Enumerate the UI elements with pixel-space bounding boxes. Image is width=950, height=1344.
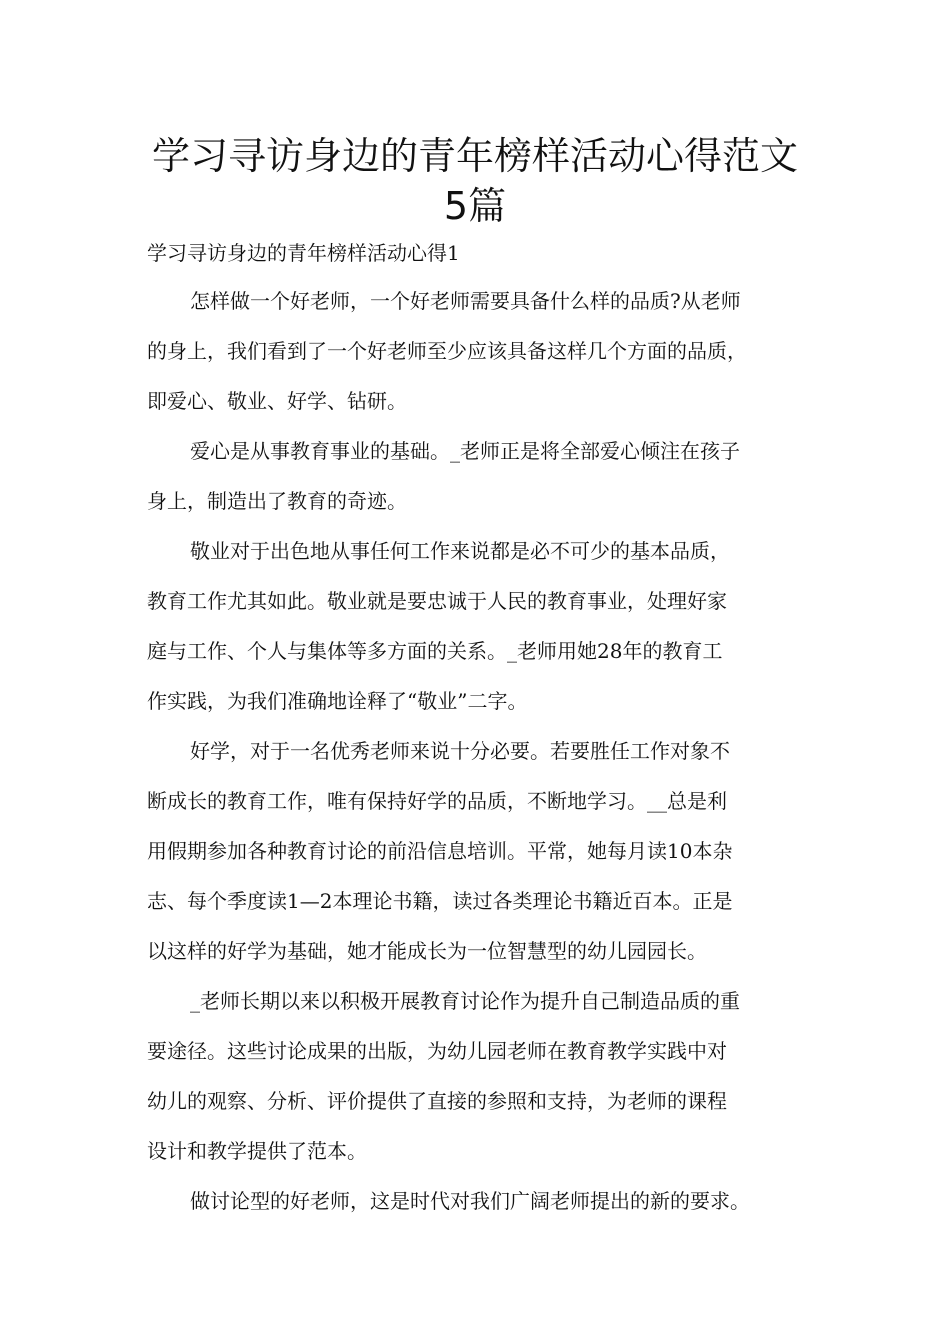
paragraph-line: 幼儿的观察、分析、评价提供了直接的参照和支持，为老师的课程 <box>147 1089 727 1113</box>
paragraph-line: 身上，制造出了教育的奇迹。 <box>147 489 407 513</box>
document-title-line-2: 5篇 <box>443 184 507 228</box>
document-title-line-1: 学习寻访身边的青年榜样活动心得范文 <box>151 134 798 178</box>
paragraph-line: 作实践，为我们准确地诠释了“敬业”二字。 <box>147 689 528 713</box>
paragraph-line: 爱心是从事教育事业的基础。_老师正是将全部爱心倾注在孩子 <box>190 439 740 463</box>
paragraph-line: 用假期参加各种教育讨论的前沿信息培训。平常，她每月读10本杂 <box>147 839 733 863</box>
section-heading: 学习寻访身边的青年榜样活动心得1 <box>147 241 460 265</box>
paragraph-line: 要途径。这些讨论成果的出版，为幼儿园老师在教育教学实践中对 <box>147 1039 727 1063</box>
paragraph-line: 以这样的好学为基础，她才能成长为一位智慧型的幼儿园园长。 <box>147 939 707 963</box>
paragraph-line: 好学，对于一名优秀老师来说十分必要。若要胜任工作对象不 <box>190 739 730 763</box>
paragraph-line: 教育工作尤其如此。敬业就是要忠诚于人民的教育事业，处理好家 <box>147 589 727 613</box>
paragraph-line: 敬业对于出色地从事任何工作来说都是必不可少的基本品质， <box>190 539 730 563</box>
paragraph-line: 做讨论型的好老师，这是时代对我们广阔老师提出的新的要求。 <box>190 1189 750 1213</box>
paragraph-line: 即爱心、敬业、好学、钻研。 <box>147 389 407 413</box>
paragraph-line: 庭与工作、个人与集体等多方面的关系。_老师用她28年的教育工 <box>147 639 723 663</box>
paragraph-line: 怎样做一个好老师，一个好老师需要具备什么样的品质?从老师 <box>190 289 741 313</box>
paragraph-line: 的身上，我们看到了一个好老师至少应该具备这样几个方面的品质， <box>147 339 747 363</box>
paragraph-line: _老师长期以来以积极开展教育讨论作为提升自己制造品质的重 <box>190 989 740 1013</box>
paragraph-line: 断成长的教育工作，唯有保持好学的品质，不断地学习。__总是利 <box>147 789 727 813</box>
paragraph-line: 设计和教学提供了范本。 <box>147 1139 367 1163</box>
paragraph-line: 志、每个季度读1—2本理论书籍，读过各类理论书籍近百本。正是 <box>147 889 733 913</box>
